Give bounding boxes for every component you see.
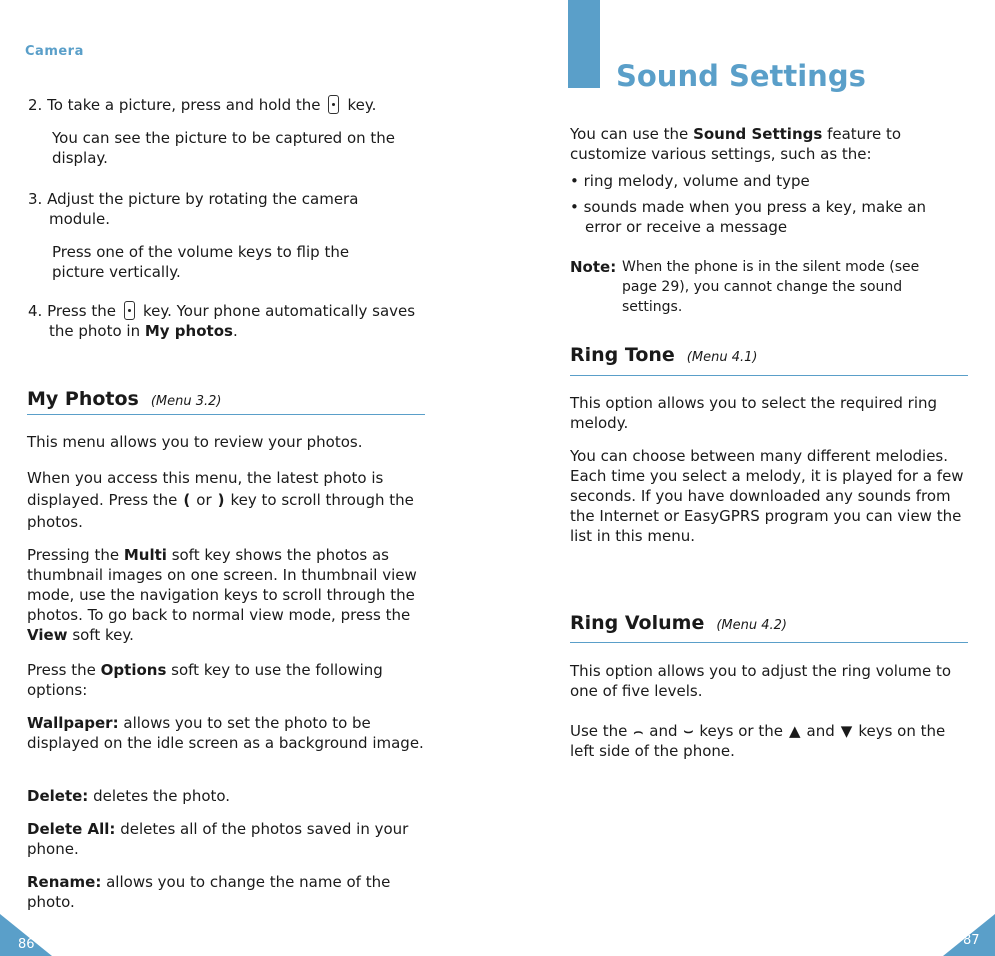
rv-and: and: [806, 722, 835, 740]
step-2-text-end: key.: [347, 96, 377, 114]
option-text: deletes all of the photos saved in your phone.: [27, 820, 409, 858]
ring-tone-title: Ring Tone: [570, 344, 675, 366]
paragraph: This menu allows you to review your photos.: [27, 433, 363, 451]
option-text: allows you to change the name of the photo.: [27, 873, 391, 911]
bullet-item: • sounds made when you press a key, make an error or receive a message: [570, 198, 927, 236]
p2-text: When you access this menu, the latest photo is displayed. Press the: [27, 469, 384, 509]
option-text: allows you to set the photo to be displayed on the idle screen as a background image.: [27, 714, 424, 752]
intro-text-end: feature to customize various settings, such as the:: [570, 125, 902, 163]
option-label: Delete:: [27, 787, 89, 805]
note-label: Note:: [570, 258, 617, 276]
page-number-right: 87: [963, 933, 980, 948]
option-label: Rename:: [27, 873, 102, 891]
p3-text-end: soft key.: [72, 626, 134, 644]
step-4: [28, 301, 423, 341]
ring-volume-heading: [570, 611, 787, 638]
page-title: Sound Settings: [616, 59, 866, 93]
paragraph: [27, 545, 427, 645]
p4-text: Press the: [27, 661, 96, 679]
right-key-icon: ): [217, 491, 225, 509]
p4-text-end: soft key to use the following options:: [27, 661, 383, 699]
option-wallpaper: [27, 713, 427, 753]
down-arrow-icon: ▼: [840, 722, 853, 740]
section-header: Camera: [25, 44, 84, 59]
option-delete-all: [27, 819, 427, 859]
ring-tone-heading: [570, 343, 757, 370]
my-photos-heading: [27, 387, 222, 414]
paragraph: This option allows you to select the required ring melody.: [570, 394, 938, 432]
p2-or: or: [196, 491, 212, 509]
rv-and: and: [649, 722, 678, 740]
step-2-text: 2. To take a picture, press and hold the: [28, 96, 321, 114]
rv-text-mid: keys or the: [699, 722, 783, 740]
rv-text-end: keys on the left side of the phone.: [570, 722, 946, 760]
step-2-detail: You can see the picture to be captured on the display.: [52, 129, 396, 167]
menu-ref: (Menu 4.2): [716, 618, 787, 633]
step-4-text-end: .: [232, 322, 238, 340]
options-label: Options: [100, 661, 167, 679]
option-delete: [27, 786, 427, 806]
camera-key-icon: [328, 95, 339, 114]
bullet-item: • ring melody, volume and type: [570, 172, 810, 190]
step-3: 3. Adjust the picture by rotating the camera module.: [28, 190, 359, 228]
note: [570, 257, 970, 317]
option-label: Wallpaper:: [27, 714, 119, 732]
menu-ref: (Menu 3.2): [150, 394, 222, 409]
step-3-detail: Press one of the volume keys to flip the picture vertically.: [52, 243, 350, 281]
menu-ref: (Menu 4.1): [686, 350, 758, 365]
note-text: When the phone is in the silent mode (see page 29), you cannot change the sound settings.: [622, 259, 920, 315]
paragraph: [27, 467, 427, 533]
camera-key-icon: [124, 301, 135, 320]
my-photos-label: My photos: [144, 322, 233, 340]
option-label: Delete All:: [27, 820, 116, 838]
up-arrow-icon: ▲: [788, 722, 801, 740]
volume-down-key-icon: ⌣: [683, 722, 694, 740]
option-text: deletes the photo.: [93, 787, 231, 805]
rv-text: Use the: [570, 722, 628, 740]
step-4-text-mid: key. Your phone automatically saves the photo in: [49, 302, 416, 340]
intro-text: You can use the: [570, 125, 689, 143]
p3-text: Pressing the: [27, 546, 120, 564]
sound-settings-label: Sound Settings: [693, 125, 823, 143]
divider: [27, 414, 425, 415]
divider: [570, 642, 968, 643]
paragraph: This option allows you to adjust the ring volume to one of five levels.: [570, 662, 952, 700]
left-key-icon: (: [183, 491, 191, 509]
multi-label: Multi: [123, 546, 167, 564]
divider: [570, 375, 968, 376]
paragraph: [27, 660, 427, 700]
page-number-left: 86: [18, 937, 35, 952]
paragraph: [570, 721, 970, 761]
option-rename: [27, 872, 427, 912]
my-photos-title: My Photos: [27, 388, 139, 410]
p3-text-mid: soft key shows the photos as thumbnail images on one screen. In thumbnail view mode, use the navigation keys to scroll through the photos. To go back to normal view mode, press the: [27, 546, 417, 624]
step-4-text: 4. Press the: [28, 302, 116, 320]
intro-paragraph: [570, 124, 970, 164]
volume-up-key-icon: ⌢: [633, 722, 644, 740]
ring-volume-title: Ring Volume: [570, 612, 705, 634]
step-2: [28, 95, 428, 115]
view-label: View: [27, 626, 68, 644]
paragraph: You can choose between many different melodies. Each time you select a melody, it is played for a few seconds. If you have downloaded any sounds from the Internet or EasyGPRS program you can view the list in this menu.: [570, 447, 964, 545]
p2-text-end: key to scroll through the photos.: [27, 491, 414, 531]
title-accent-bar: [568, 0, 600, 88]
